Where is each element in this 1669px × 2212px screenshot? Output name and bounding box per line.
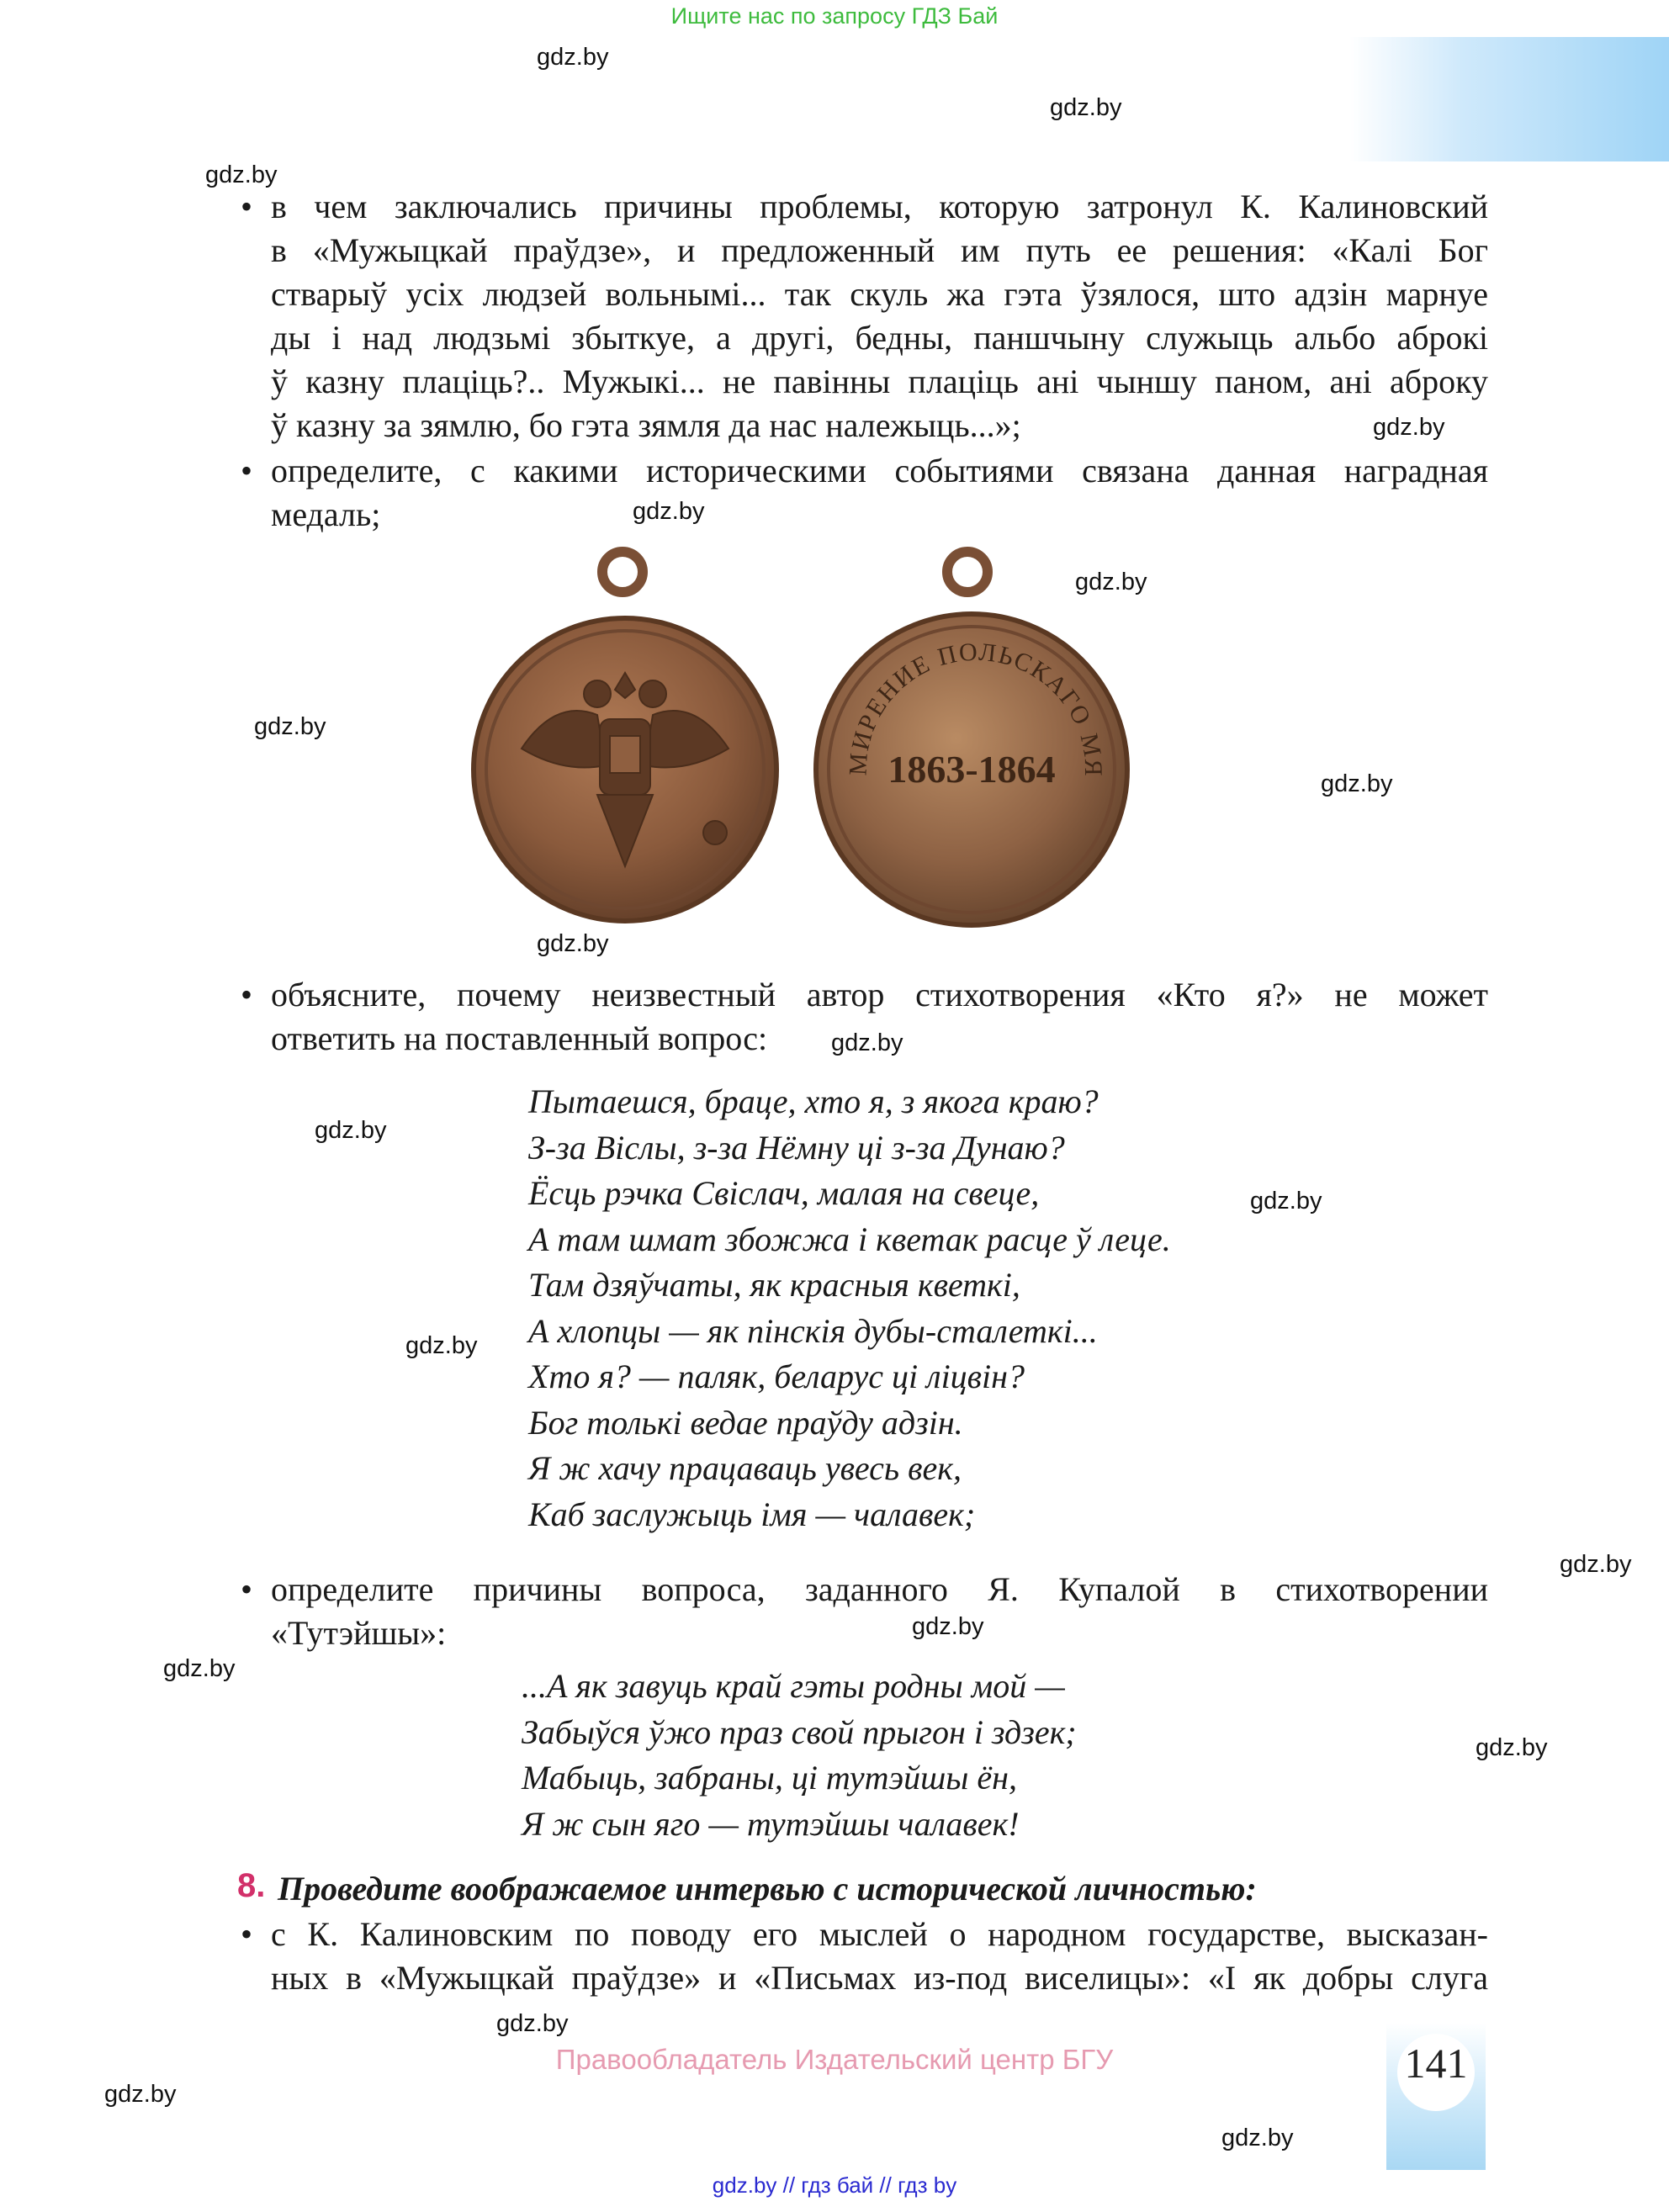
text-line: ў казну за зямлю, бо гэта зямля да нас належыць...»; [271, 406, 1021, 444]
medal-reverse-image [808, 547, 1144, 938]
watermark: gdz.by [912, 1613, 984, 1640]
poem-line: ...А як завуць край гэты родны мой — [522, 1667, 1065, 1705]
poem-tuteishy [522, 1664, 1077, 1847]
medal-obverse-image [471, 547, 782, 938]
watermark: gdz.by [1321, 770, 1393, 797]
bullet-kalinovsky-problem [271, 185, 1488, 447]
text-line: медаль; [271, 495, 381, 533]
poem-line: Каб заслужыць імя — чалавек; [528, 1495, 976, 1533]
bullet-who-am-i [271, 973, 1488, 1061]
bullet-marker: • [241, 1570, 253, 1608]
watermark: gdz.by [315, 1117, 387, 1144]
task-number: 8. [237, 1867, 266, 1904]
text-line: с К. Калиновским по поводу его мыслей о народном государстве, высказан- [271, 1915, 1488, 1953]
bullet-interview-kalinovsky [271, 1913, 1488, 2000]
bullet-medal-question [271, 449, 1488, 537]
text-line: определите причины вопроса, заданного Я. Купалой в стихотворении [271, 1570, 1488, 1608]
watermark: gdz.by [1476, 1734, 1548, 1761]
medal-inscription: МИРЕНИЕ ПОЛЬСКАГО МЯ [844, 638, 1108, 778]
text-line: объясните, почему неизвестный автор стихотворения «Кто я?» не может [271, 976, 1488, 1013]
bullet-marker: • [241, 1915, 253, 1953]
watermark: gdz.by [163, 1655, 236, 1682]
text-line: ў казну плаціць?.. Мужыкі... не павінны плаціць ані чыншу паном, ані аброку [271, 362, 1488, 400]
watermark: gdz.by [831, 1029, 903, 1056]
text-line: «Тутэйшы»: [271, 1614, 447, 1652]
bullet-marker: • [241, 452, 253, 489]
poem-line: Пытаешся, браце, хто я, з якога краю? [528, 1082, 1099, 1120]
watermark: gdz.by [254, 713, 326, 740]
poem-line: Ёсць рэчка Свіслач, малая на свеце, [528, 1174, 1040, 1212]
watermark: gdz.by [1373, 414, 1445, 441]
poem-who-am-i [528, 1079, 1171, 1537]
text-line: в чем заключались причины проблемы, которую затронул К. Калиновский [271, 188, 1488, 225]
watermark: gdz.by [405, 1332, 478, 1359]
poem-line: Забыўся ўжо праз свой прыгон і здзек; [522, 1712, 1077, 1751]
watermark: gdz.by [1075, 569, 1147, 595]
text-line: ды і над людзьмі збыткуе, а другі, бедны, паншчыну служыць альбо аброкі [271, 319, 1488, 357]
poem-line: Бог толькі ведае праўду адзін. [528, 1403, 963, 1442]
watermark: gdz.by [496, 2010, 569, 2037]
watermark: gdz.by [1221, 2125, 1294, 2151]
copyright-owner: Правообладатель Издательский центр БГУ [555, 2044, 1114, 2075]
watermark: gdz.by [205, 161, 278, 188]
page-number: 141 [1404, 2040, 1468, 2087]
watermark: gdz.by [104, 2081, 177, 2108]
poem-line: Хто я? — паляк, беларус ці ліцвін? [528, 1357, 1025, 1395]
text-line: стварыў усіх людзей вольнымі... так скуль жа гэта ўзялося, што адзін марнуе [271, 275, 1488, 313]
task-title: Проведите воображаемое интервью с исторической личностью: [278, 1870, 1257, 1908]
watermark: gdz.by [537, 44, 609, 71]
bullet-marker: • [241, 976, 253, 1013]
watermark: gdz.by [1250, 1188, 1322, 1214]
bullet-kupala-question [271, 1568, 1488, 1655]
poem-line: Я ж хачу працаваць увесь век, [528, 1449, 962, 1487]
text-line: в «Мужыцкай праўдзе», и предложенный им путь ее решения: «Калі Бог [271, 231, 1488, 269]
bottom-links[interactable]: gdz.by // гдз бай // гдз by [712, 2172, 957, 2198]
poem-line: А хлопцы — як пінскія дубы-сталеткі... [528, 1311, 1098, 1350]
text-line: определите, с какими историческими событиями связана данная наградная [271, 452, 1488, 489]
poem-line: Я ж сын яго — тутэйшы чалавек! [522, 1804, 1020, 1843]
text-line: ответить на поставленный вопрос: [271, 1019, 768, 1057]
poem-line: З-за Віслы, з-за Нёмну ці з-за Дунаю? [528, 1128, 1065, 1167]
poem-line: Мабыць, забраны, ці тутэйшы ён, [522, 1759, 1017, 1797]
medal-years: 1863-1864 [887, 748, 1056, 791]
top-banner: Ищите нас по запросу ГДЗ Бай [670, 3, 999, 29]
text-line: ных в «Мужыцкай праўдзе» и «Письмах из-под виселицы»: «І як добры слуга [271, 1959, 1488, 1997]
watermark: gdz.by [633, 498, 705, 525]
poem-line: А там шмат збожжа і кветак расце ў леце. [528, 1220, 1171, 1258]
watermark: gdz.by [1560, 1551, 1632, 1578]
watermark: gdz.by [537, 930, 609, 957]
poem-line: Там дзяўчаты, як красныя кветкі, [528, 1266, 1020, 1304]
watermark: gdz.by [1050, 94, 1122, 121]
corner-gradient-decoration [1349, 37, 1669, 161]
bullet-marker: • [241, 188, 253, 225]
